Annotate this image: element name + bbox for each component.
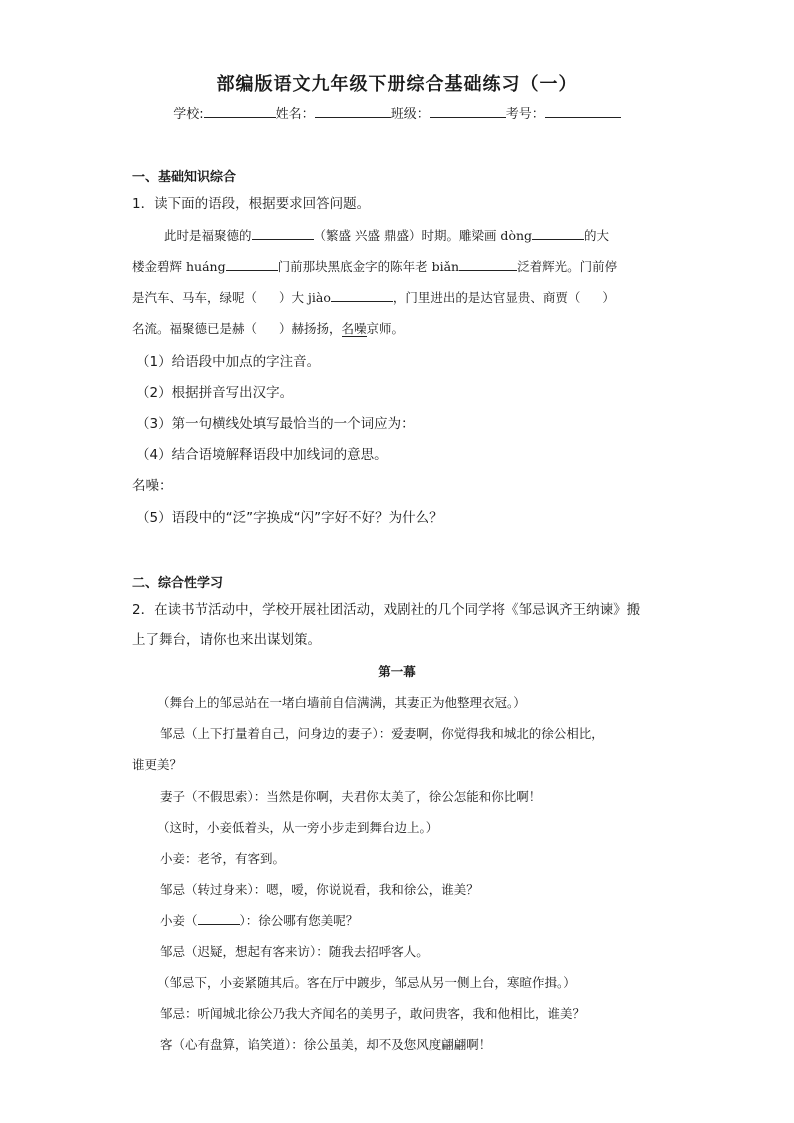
passage-text: 名流。福聚德已是赫（ xyxy=(132,321,258,336)
passage-line-1 xyxy=(164,226,609,244)
script-text: ）：徐公哪有您美呢？ xyxy=(239,913,359,928)
script-line: 谁更美？ xyxy=(132,757,183,772)
class-label: 班级： xyxy=(390,107,430,122)
passage-text: 门前那块黑底金字的陈年老 biǎn xyxy=(277,259,460,274)
subquestion-5: （5）语段中的“泛”字换成“闪”字好不好？为什么？ xyxy=(136,510,443,526)
passage-text: 楼金碧辉 huáng xyxy=(132,259,226,274)
page-title: 部编版语文九年级下册综合基础练习（一） xyxy=(216,74,578,95)
name-label: 姓名： xyxy=(275,107,315,122)
question1-prompt: 1．读下面的语段，根据要求回答问题。 xyxy=(132,196,371,212)
script-line: 邹忌（上下打量着自己，问身边的妻子）：爱妻啊，你觉得我和城北的徐公相比， xyxy=(160,726,604,741)
subquestion-3: （3）第一句横线处填写最恰当的一个词应为： xyxy=(136,416,415,432)
script-line xyxy=(160,911,358,929)
script-text: 小妾（ xyxy=(160,913,198,928)
passage-text: ）大 jiào xyxy=(279,290,331,305)
passage-text: 此时是福聚德的 xyxy=(164,228,252,243)
answer-blank[interactable] xyxy=(532,226,584,240)
question2-prompt-2: 上了舞台，请你也来出谋划策。 xyxy=(132,632,321,648)
passage-text: （繁盛 兴盛 鼎盛）时期。雕梁画 dòng xyxy=(313,228,533,243)
script-line: 邹忌（转过身来）：嗯，嗳，你说说看，我和徐公，谁美？ xyxy=(160,882,479,897)
script-line: （邹忌下，小妾紧随其后。客在厅中踱步，邹忌从另一侧上台，寒暄作揖。） xyxy=(157,975,576,990)
subquestion-1: （1）给语段中加点的字注音。 xyxy=(136,354,321,370)
passage-line-3 xyxy=(132,288,615,306)
script-line: 邹忌：听闻城北徐公乃我大齐闻名的美男子，敢问贵客，我和他相比，谁美？ xyxy=(160,1006,586,1021)
school-blank[interactable] xyxy=(204,103,276,118)
section1-heading: 一、基础知识综合 xyxy=(132,170,237,185)
passage-text: ） xyxy=(602,290,615,305)
mingzao-label: 名噪： xyxy=(132,478,173,494)
answer-blank[interactable] xyxy=(198,911,240,925)
student-info-row xyxy=(0,103,794,122)
passage-line-2 xyxy=(132,257,617,275)
passage-text: 是汽车、马车，绿呢（ xyxy=(132,290,258,305)
script-line: （这时，小妾低着头，从一旁小步走到舞台边上。） xyxy=(157,820,439,835)
passage-text: ）赫扬扬， xyxy=(279,321,342,336)
answer-blank[interactable] xyxy=(252,226,314,240)
passage-line-4 xyxy=(132,319,404,337)
answer-blank[interactable] xyxy=(226,257,278,271)
section2-heading: 二、综合性学习 xyxy=(132,576,224,591)
script-line: 妻子（不假思索）：当然是你啊，夫君你太美了，徐公怎能和你比啊！ xyxy=(160,789,542,804)
question2-prompt-1: 2．在读书节活动中，学校开展社团活动，戏剧社的几个同学将《邹忌讽齐王纳谏》搬 xyxy=(132,602,641,618)
answer-blank[interactable] xyxy=(331,288,393,302)
school-label: 学校: xyxy=(173,107,204,122)
script-line: （舞台上的邹忌站在一堵白墙前自信满满，其妻正为他整理衣冠。） xyxy=(157,695,526,710)
scene-title: 第一幕 xyxy=(378,664,416,679)
exam-no-blank[interactable] xyxy=(545,103,621,118)
script-line: 邹忌（迟疑，想起有客来访）：随我去招呼客人。 xyxy=(160,944,429,959)
script-line: 小妾：老爷，有客到。 xyxy=(160,851,286,866)
subquestion-4: （4）结合语境解释语段中加线词的意思。 xyxy=(136,447,388,463)
class-blank[interactable] xyxy=(430,103,506,118)
script-line: 客（心有盘算，谄笑道）：徐公虽美，却不及您风度翩翩啊！ xyxy=(160,1037,492,1052)
subquestion-2: （2）根据拼音写出汉字。 xyxy=(136,385,294,401)
passage-text: ，门里进出的是达官显贵、商贾（ xyxy=(392,290,581,305)
underlined-word: 名噪 xyxy=(341,321,367,336)
name-blank[interactable] xyxy=(315,103,391,118)
exam-no-label: 考号： xyxy=(505,107,545,122)
passage-text: 京师。 xyxy=(366,321,405,336)
passage-text: 泛着辉光。门前停 xyxy=(517,259,618,274)
answer-blank[interactable] xyxy=(459,257,517,271)
passage-text: 的大 xyxy=(584,228,610,243)
